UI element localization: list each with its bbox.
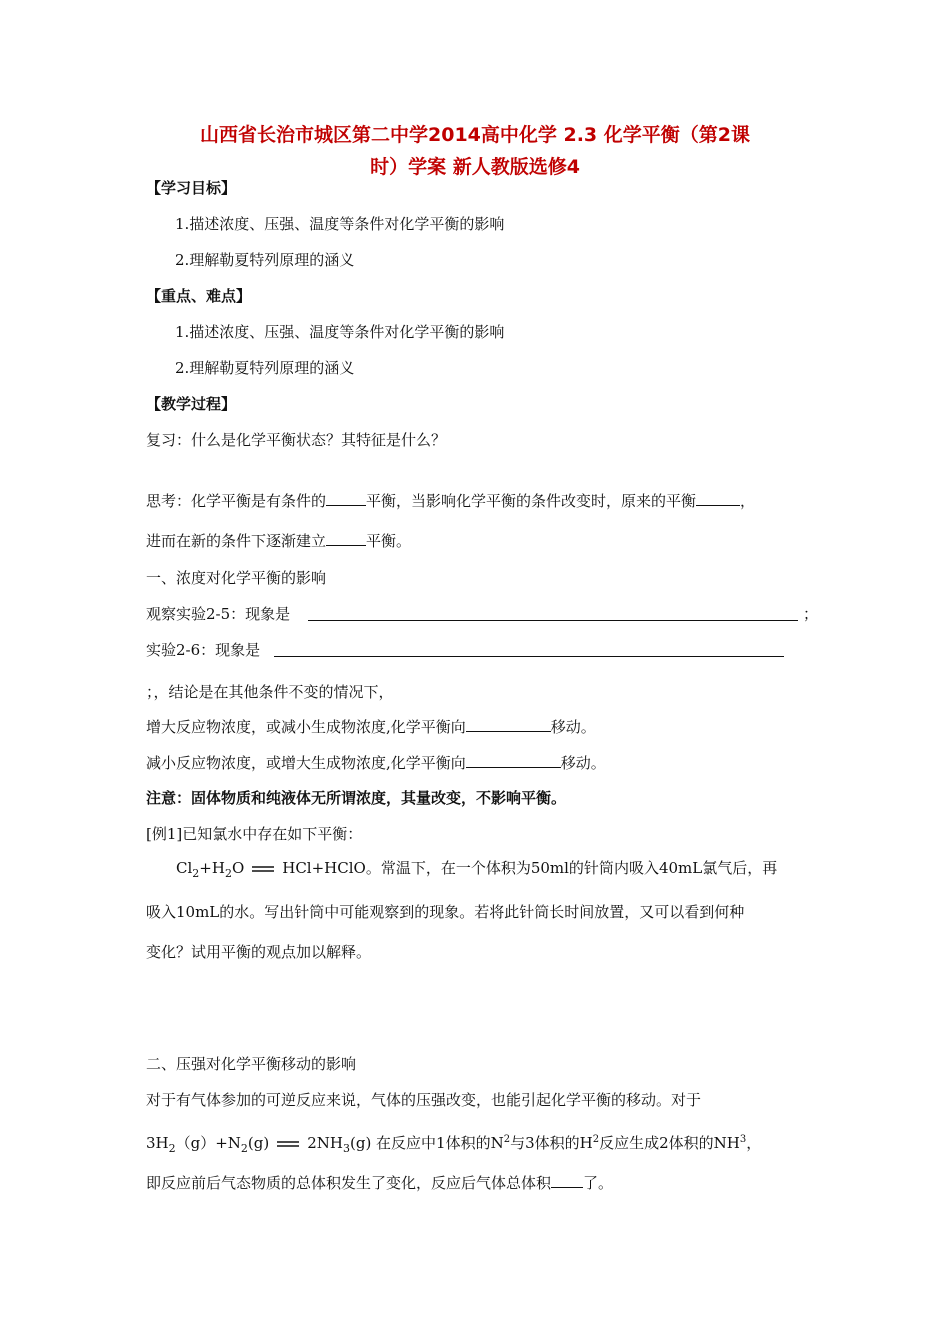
eq-3h-subscript: 2 — [168, 1142, 176, 1155]
think-text-1: 思考：化学平衡是有条件的 — [146, 492, 327, 510]
eq-nh-index: 3 — [739, 1134, 747, 1145]
eq-comma: ， — [746, 1134, 762, 1152]
example-1-line1 — [176, 858, 777, 884]
concentration-heading: 一、浓度对化学平衡的影响 — [146, 569, 327, 587]
equilibrium-arrow-icon — [275, 1139, 301, 1149]
eq-cl-subscript: 2 — [192, 867, 200, 880]
blank-decrease-direction — [466, 752, 561, 768]
pressure-heading: 二、压强对化学平衡移动的影响 — [146, 1055, 357, 1073]
example-1-line3: 变化？试用平衡的观点加以解释。 — [146, 943, 372, 961]
goal-item-2: 2.理解勒夏特列原理的涵义 — [175, 251, 355, 269]
pressure-paragraph-1: 对于有气体参加的可逆反应来说，气体的压强改变，也能引起化学平衡的移动。对于 — [146, 1091, 702, 1109]
experiment-2-5-end: ； — [803, 605, 819, 623]
think-text-3: ， — [740, 492, 756, 510]
review-question: 复习：什么是化学平衡状态？其特征是什么？ — [146, 431, 447, 449]
increase-rule — [146, 716, 596, 737]
blank-new-balance — [326, 530, 366, 546]
eq-text-nh: 反应生成2体积的NH — [599, 1134, 740, 1152]
document-title-line2: 时）学案 新人教版选修4 — [370, 156, 580, 178]
think-paragraph-line1 — [146, 490, 755, 511]
eq-g: (g) — [247, 1134, 270, 1152]
pressure-paragraph-2 — [146, 1172, 613, 1193]
eq-n-index: 2 — [503, 1134, 511, 1145]
blank-total-volume — [551, 1172, 583, 1188]
process-heading: 【教学过程】 — [146, 395, 237, 413]
eq-g-plus-n: （g）+N — [175, 1134, 241, 1152]
conclusion-text: ；，结论是在其他条件不变的情况下， — [146, 683, 394, 701]
think-text-2: 平衡，当影响化学平衡的条件改变时，原来的平衡 — [366, 492, 697, 510]
eq-o: O — [231, 859, 245, 877]
eq-plus-h: +H — [199, 859, 225, 877]
example-1-label: [例1]已知氯水中存在如下平衡： — [146, 825, 363, 843]
increase-rule-end: 移动。 — [550, 718, 596, 736]
key-point-item-2: 2.理解勒夏特列原理的涵义 — [175, 359, 355, 377]
eq-nh-subscript: 3 — [342, 1142, 350, 1155]
blank-increase-direction — [466, 716, 551, 732]
key-point-item-1: 1.描述浓度、压强、温度等条件对化学平衡的影响 — [175, 323, 505, 341]
eq-products: HCl+HClO — [282, 859, 366, 877]
think-text-4: 进而在新的条件下逐渐建立 — [146, 532, 327, 550]
experiment-2-6-answer-line — [274, 656, 784, 657]
eq-text-n: (g) 在反应中1体积的N — [349, 1134, 504, 1152]
note-text: 注意：固体物质和纯液体无所谓浓度，其量改变，不影响平衡。 — [146, 789, 567, 807]
key-points-heading: 【重点、难点】 — [146, 287, 252, 305]
increase-rule-text: 增大反应物浓度，或减小生成物浓度,化学平衡向 — [146, 718, 466, 736]
experiment-2-5-answer-line — [308, 620, 798, 621]
eq-h-subscript: 2 — [224, 867, 232, 880]
eq-n-subscript: 2 — [240, 1142, 248, 1155]
eq-cl: Cl — [176, 859, 193, 877]
experiment-2-5-label: 观察实验2-5：现象是 — [146, 605, 291, 623]
eq-3h: 3H — [146, 1134, 169, 1152]
example-1-line2: 吸入10mL的水。写出针筒中可能观察到的现象。若将此针筒长时间放置，又可以看到何种 — [146, 903, 745, 921]
document-title-line1: 山西省长治市城区第二中学2014高中化学 2.3 化学平衡（第2课 — [200, 124, 750, 146]
think-paragraph-line2 — [146, 530, 411, 551]
pressure-paragraph-2-text: 即反应前后气态物质的总体积发生了变化，反应后气体总体积 — [146, 1174, 552, 1192]
eq-2nh: 2NH — [307, 1134, 343, 1152]
goals-heading: 【学习目标】 — [146, 179, 237, 197]
goal-item-1: 1.描述浓度、压强、温度等条件对化学平衡的影响 — [175, 215, 505, 233]
blank-condition — [326, 490, 366, 506]
decrease-rule-end: 移动。 — [560, 754, 606, 772]
eq-h-index: 2 — [592, 1134, 600, 1145]
eq-text-h: 与3体积的H — [510, 1134, 593, 1152]
blank-original-balance — [696, 490, 740, 506]
think-text-5: 平衡。 — [366, 532, 412, 550]
experiment-2-6-label: 实验2-6：现象是 — [146, 641, 261, 659]
decrease-rule-text: 减小反应物浓度，或增大生成物浓度,化学平衡向 — [146, 754, 466, 772]
pressure-paragraph-2-end: 了。 — [583, 1174, 614, 1192]
pressure-equation-line — [146, 1130, 761, 1159]
example-1-text1: 。常温下，在一个体积为50ml的针筒内吸入40mL氯气后，再 — [365, 859, 778, 877]
decrease-rule — [146, 752, 606, 773]
equilibrium-arrow-icon — [250, 864, 276, 874]
